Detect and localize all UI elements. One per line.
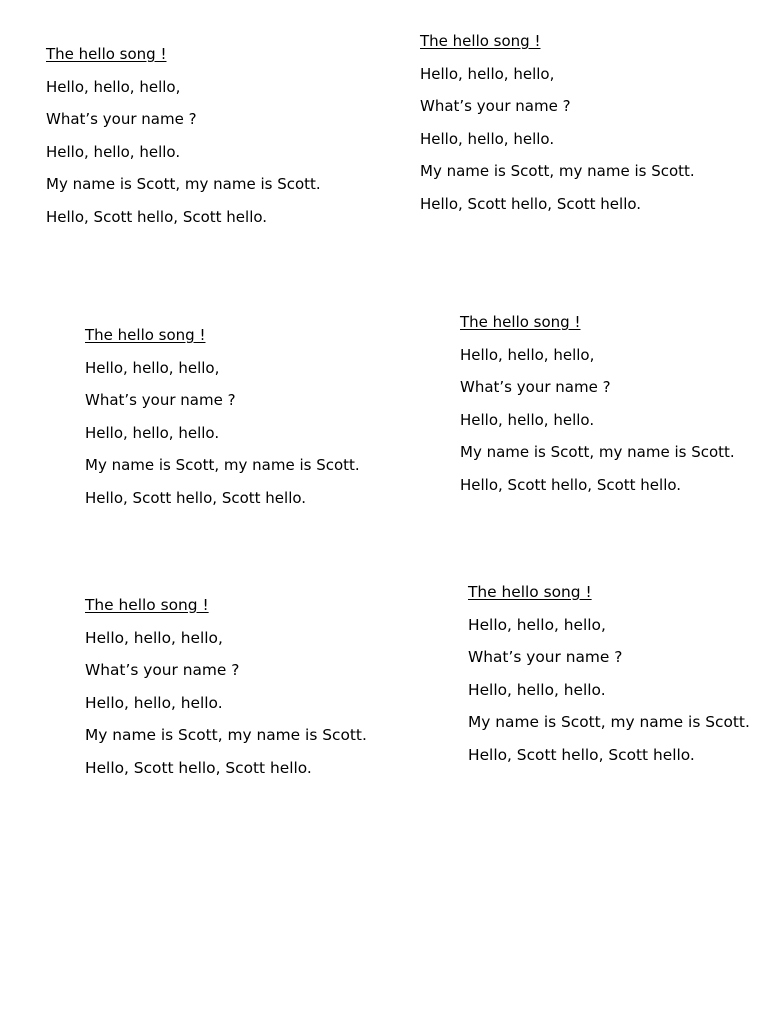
song-line: Hello, hello, hello.	[468, 680, 606, 699]
song-line: What’s your name ?	[460, 378, 611, 396]
song-block	[85, 589, 367, 784]
song-line: Hello, Scott hello, Scott hello.	[85, 488, 307, 507]
song-line: Hello, Scott hello, Scott hello.	[85, 758, 312, 777]
song-line: What’s your name ?	[420, 97, 571, 115]
song-line: My name is Scott, my name is Scott.	[468, 713, 750, 731]
song-title: The hello song !	[420, 32, 541, 50]
song-title: The hello song !	[85, 326, 206, 344]
song-line: Hello, hello, hello,	[46, 77, 181, 96]
song-title: The hello song !	[468, 583, 592, 601]
song-line: My name is Scott, my name is Scott.	[85, 456, 360, 474]
song-line: Hello, hello, hello.	[420, 129, 555, 148]
song-title: The hello song !	[85, 596, 209, 614]
song-line: Hello, Scott hello, Scott hello.	[468, 745, 695, 764]
song-line: My name is Scott, my name is Scott.	[420, 162, 695, 180]
song-block	[468, 576, 750, 771]
song-block	[420, 25, 695, 220]
song-line: Hello, Scott hello, Scott hello.	[460, 475, 682, 494]
song-block	[46, 38, 321, 233]
song-line: Hello, Scott hello, Scott hello.	[46, 207, 268, 226]
song-line: My name is Scott, my name is Scott.	[460, 443, 735, 461]
song-line: Hello, hello, hello,	[460, 345, 595, 364]
song-line: Hello, hello, hello.	[46, 142, 181, 161]
song-block	[85, 319, 360, 514]
song-line: Hello, hello, hello.	[85, 423, 220, 442]
song-line: What’s your name ?	[85, 661, 240, 679]
song-line: What’s your name ?	[85, 391, 236, 409]
song-line: Hello, hello, hello,	[468, 615, 606, 634]
song-line: Hello, hello, hello.	[85, 693, 223, 712]
song-title: The hello song !	[46, 45, 167, 63]
song-line: Hello, hello, hello,	[85, 358, 220, 377]
song-line: Hello, Scott hello, Scott hello.	[420, 194, 642, 213]
song-line: Hello, hello, hello,	[420, 64, 555, 83]
song-line: Hello, hello, hello,	[85, 628, 223, 647]
song-line: My name is Scott, my name is Scott.	[85, 726, 367, 744]
song-line: Hello, hello, hello.	[460, 410, 595, 429]
song-line: What’s your name ?	[46, 110, 197, 128]
song-title: The hello song !	[460, 313, 581, 331]
song-line: My name is Scott, my name is Scott.	[46, 175, 321, 193]
song-line: What’s your name ?	[468, 648, 623, 666]
song-block	[460, 306, 735, 501]
